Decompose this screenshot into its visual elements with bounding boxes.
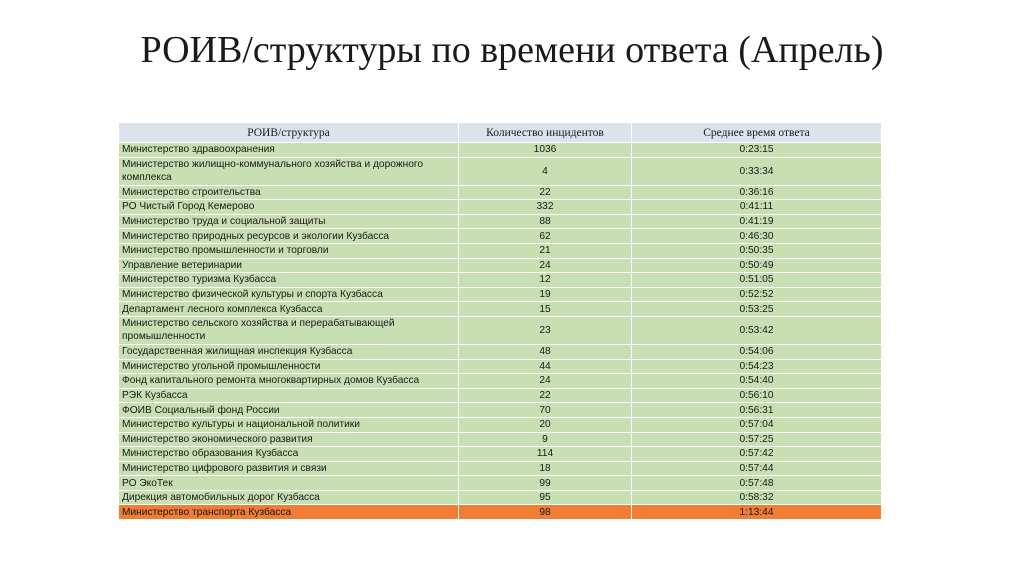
cell-structure-name: Министерство угольной промышленности [119, 359, 459, 374]
cell-structure-name: Министерство туризма Кузбасса [119, 273, 459, 288]
table-row [119, 461, 882, 476]
cell-structure-name: Дирекция автомобильных дорог Кузбасса [119, 490, 459, 505]
cell-avg-response-time: 0:23:15 [632, 143, 882, 158]
cell-structure-name: Министерство образования Кузбасса [119, 447, 459, 462]
table-row [119, 344, 882, 359]
table-row [119, 447, 882, 462]
table-row [119, 302, 882, 317]
response-time-table [118, 122, 882, 520]
cell-avg-response-time: 0:46:30 [632, 229, 882, 244]
cell-structure-name: Фонд капитального ремонта многоквартирных домов Кузбасса [119, 374, 459, 389]
cell-incident-count: 22 [459, 185, 632, 200]
cell-structure-name: Министерство экономического развития [119, 432, 459, 447]
cell-incident-count: 99 [459, 476, 632, 491]
cell-avg-response-time: 0:50:35 [632, 243, 882, 258]
cell-incident-count: 88 [459, 214, 632, 229]
cell-incident-count: 4 [459, 157, 632, 185]
table-row [119, 359, 882, 374]
table-row-highlighted [119, 505, 882, 520]
cell-avg-response-time: 0:57:04 [632, 417, 882, 432]
table-row [119, 432, 882, 447]
cell-structure-name: Министерство жилищно-коммунального хозяйства и дорожного комплекса [119, 157, 459, 185]
cell-avg-response-time: 0:57:42 [632, 447, 882, 462]
table-row [119, 417, 882, 432]
table-row [119, 157, 882, 185]
cell-structure-name: РО ЭкоТек [119, 476, 459, 491]
cell-avg-response-time: 0:36:16 [632, 185, 882, 200]
cell-avg-response-time: 0:58:32 [632, 490, 882, 505]
column-header-structure: РОИВ/структура [119, 123, 459, 143]
cell-avg-response-time: 0:51:05 [632, 273, 882, 288]
cell-incident-count: 24 [459, 258, 632, 273]
cell-incident-count: 12 [459, 273, 632, 288]
cell-avg-response-time: 0:50:49 [632, 258, 882, 273]
response-time-table-container [118, 122, 881, 520]
table-row [119, 374, 882, 389]
cell-structure-name: Министерство сельского хозяйства и перерабатывающей промышленности [119, 316, 459, 344]
cell-incident-count: 332 [459, 200, 632, 215]
cell-avg-response-time: 0:57:48 [632, 476, 882, 491]
cell-structure-name: Департамент лесного комплекса Кузбасса [119, 302, 459, 317]
cell-incident-count: 9 [459, 432, 632, 447]
cell-structure-name: Министерство транспорта Кузбасса [119, 505, 459, 520]
cell-incident-count: 48 [459, 344, 632, 359]
table-row [119, 214, 882, 229]
cell-incident-count: 21 [459, 243, 632, 258]
cell-structure-name: Государственная жилищная инспекция Кузбасса [119, 344, 459, 359]
column-header-incident-count: Количество инцидентов [459, 123, 632, 143]
cell-avg-response-time: 1:13:44 [632, 505, 882, 520]
cell-structure-name: Министерство промышленности и торговли [119, 243, 459, 258]
table-header-row [119, 123, 882, 143]
cell-avg-response-time: 0:56:10 [632, 388, 882, 403]
table-row [119, 229, 882, 244]
table-row [119, 388, 882, 403]
cell-incident-count: 22 [459, 388, 632, 403]
cell-structure-name: ФОИВ Социальный фонд России [119, 403, 459, 418]
cell-avg-response-time: 0:41:19 [632, 214, 882, 229]
table-row [119, 287, 882, 302]
cell-structure-name: РЭК Кузбасса [119, 388, 459, 403]
table-row [119, 476, 882, 491]
cell-incident-count: 44 [459, 359, 632, 374]
cell-avg-response-time: 0:57:25 [632, 432, 882, 447]
slide-title: РОИВ/структуры по времени ответа (Апрель) [140, 29, 884, 71]
cell-structure-name: Министерство здравоохранения [119, 143, 459, 158]
cell-incident-count: 24 [459, 374, 632, 389]
cell-incident-count: 62 [459, 229, 632, 244]
cell-avg-response-time: 0:41:11 [632, 200, 882, 215]
cell-incident-count: 70 [459, 403, 632, 418]
table-row [119, 243, 882, 258]
cell-incident-count: 15 [459, 302, 632, 317]
cell-structure-name: Министерство строительства [119, 185, 459, 200]
column-header-avg-response-time: Среднее время ответа [632, 123, 882, 143]
cell-incident-count: 114 [459, 447, 632, 462]
cell-structure-name: Министерство физической культуры и спорта Кузбасса [119, 287, 459, 302]
cell-avg-response-time: 0:57:44 [632, 461, 882, 476]
cell-incident-count: 18 [459, 461, 632, 476]
cell-structure-name: Министерство природных ресурсов и экологии Кузбасса [119, 229, 459, 244]
table-row [119, 316, 882, 344]
cell-avg-response-time: 0:54:06 [632, 344, 882, 359]
table-row [119, 273, 882, 288]
cell-avg-response-time: 0:52:52 [632, 287, 882, 302]
cell-structure-name: Министерство культуры и национальной политики [119, 417, 459, 432]
table-row [119, 143, 882, 158]
cell-structure-name: Министерство труда и социальной защиты [119, 214, 459, 229]
cell-incident-count: 95 [459, 490, 632, 505]
cell-incident-count: 20 [459, 417, 632, 432]
cell-incident-count: 23 [459, 316, 632, 344]
cell-incident-count: 1036 [459, 143, 632, 158]
table-row [119, 490, 882, 505]
table-row [119, 185, 882, 200]
cell-avg-response-time: 0:53:25 [632, 302, 882, 317]
table-row [119, 200, 882, 215]
cell-incident-count: 19 [459, 287, 632, 302]
cell-avg-response-time: 0:54:23 [632, 359, 882, 374]
cell-avg-response-time: 0:54:40 [632, 374, 882, 389]
cell-structure-name: Министерство цифрового развития и связи [119, 461, 459, 476]
cell-avg-response-time: 0:53:42 [632, 316, 882, 344]
cell-avg-response-time: 0:33:34 [632, 157, 882, 185]
table-row [119, 258, 882, 273]
cell-avg-response-time: 0:56:31 [632, 403, 882, 418]
cell-incident-count: 98 [459, 505, 632, 520]
cell-structure-name: Управление ветеринарии [119, 258, 459, 273]
table-row [119, 403, 882, 418]
cell-structure-name: РО Чистый Город Кемерово [119, 200, 459, 215]
